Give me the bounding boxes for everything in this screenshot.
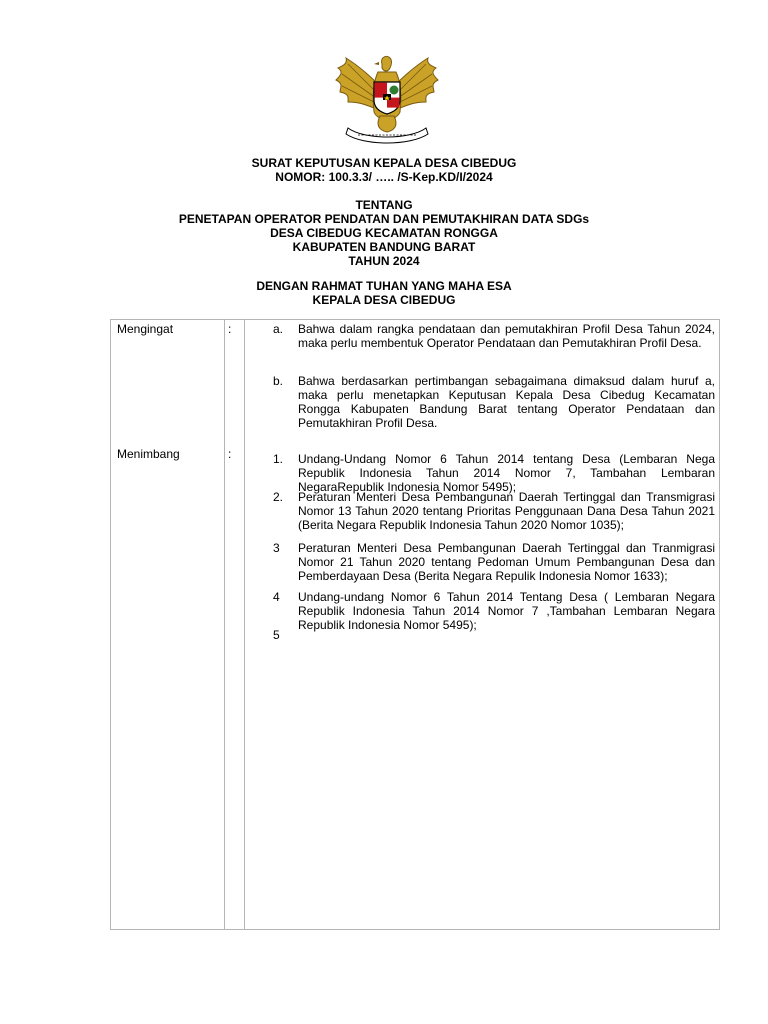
subject-line-4: TAHUN 2024 bbox=[348, 254, 420, 268]
item-marker: 3 bbox=[273, 541, 280, 555]
item-text: Bahwa dalam rangka pendataan dan pemutakhiran Profil Desa Tahun 2024, maka perlu membentuk Operator Pendataan dan Pemutakhiran Profil Desa. bbox=[298, 322, 715, 350]
menimbang-item-4 bbox=[273, 590, 715, 632]
menimbang-item-1 bbox=[273, 452, 715, 494]
letter-title: SURAT KEPUTUSAN KEPALA DESA CIBEDUG bbox=[251, 156, 517, 170]
item-text: Undang-Undang Nomor 6 Tahun 2014 tentang Desa (Lembaran Nega Republik Indonesia Tahun 2014 Nomor 7, Tambahan Lembaran NegaraRepublik Indonesia Nomor 5495); bbox=[298, 452, 715, 494]
item-text: Undang-undang Nomor 6 Tahun 2014 Tentang Desa ( Lembaran Negara Republik Indonesia Tahun 2014 Nomor 7 ,Tambahan Lembaran Negara Republik Indonesia Nomor 5495); bbox=[298, 590, 715, 632]
subject-line-3: KABUPATEN BANDUNG BARAT bbox=[292, 240, 476, 254]
item-text: Bahwa berdasarkan pertimbangan sebagaimana dimaksud dalam huruf a, maka perlu menetapkan Keputusan Kepala Desa Cibedug Kecamatan Rongga Kabupaten Bandung Barat tentang Operator Pendataan dan Pemutakhiran Profil Desa. bbox=[298, 374, 715, 430]
table-divider-2 bbox=[244, 320, 245, 929]
subject-line-1: PENETAPAN OPERATOR PENDATAN DAN PEMUTAKHIRAN DATA SDGs bbox=[178, 212, 590, 226]
item-marker: b. bbox=[273, 374, 284, 388]
rahmat-line-1: DENGAN RAHMAT TUHAN YANG MAHA ESA bbox=[256, 279, 512, 293]
letter-number: NOMOR: 100.3.3/ ….. /S-Kep.KD/I/2024 bbox=[275, 170, 493, 184]
item-text: Peraturan Menteri Desa Pembangunan Daerah Tertinggal dan Transmigrasi Nomor 13 Tahun 2020 tentang Prioritas Penggunaan Dana Desa Tahun 2021 (Berita Negara Republik Indonesia Tahun 2020 Nomor 1035); bbox=[298, 490, 715, 532]
subject-line-2: DESA CIBEDUG KECAMATAN RONGGA bbox=[270, 226, 498, 240]
menimbang-item-3 bbox=[273, 541, 715, 583]
letter-heading bbox=[0, 156, 768, 184]
item-text: Peraturan Menteri Desa Pembangunan Daerah Tertinggal dan Tranmigrasi Nomor 21 Tahun 2020 tentang Pedoman Umum Pembangunan Desa dan Pemberdayaan Desa (Berita Negara Repulik Indonesia Nomor 1633); bbox=[298, 541, 715, 583]
mengingat-item-a bbox=[273, 322, 715, 350]
rahmat-heading bbox=[0, 279, 768, 307]
mengingat-colon: : bbox=[228, 322, 232, 336]
item-marker: 4 bbox=[273, 590, 280, 604]
rahmat-line-2: KEPALA DESA CIBEDUG bbox=[312, 293, 456, 307]
garuda-emblem-icon bbox=[334, 50, 440, 146]
table-divider-1 bbox=[224, 320, 225, 929]
item-marker: 5 bbox=[273, 628, 280, 642]
tentang-label: TENTANG bbox=[355, 198, 413, 212]
consideration-table bbox=[110, 319, 720, 930]
subject-heading bbox=[0, 198, 768, 268]
item-marker: 1. bbox=[273, 452, 284, 466]
item-marker: a. bbox=[273, 322, 284, 336]
mengingat-item-b bbox=[273, 374, 715, 430]
menimbang-item-2 bbox=[273, 490, 715, 532]
menimbang-label: Menimbang bbox=[117, 447, 180, 461]
mengingat-label: Mengingat bbox=[117, 322, 174, 336]
menimbang-colon: : bbox=[228, 447, 232, 461]
item-marker: 2. bbox=[273, 490, 284, 504]
